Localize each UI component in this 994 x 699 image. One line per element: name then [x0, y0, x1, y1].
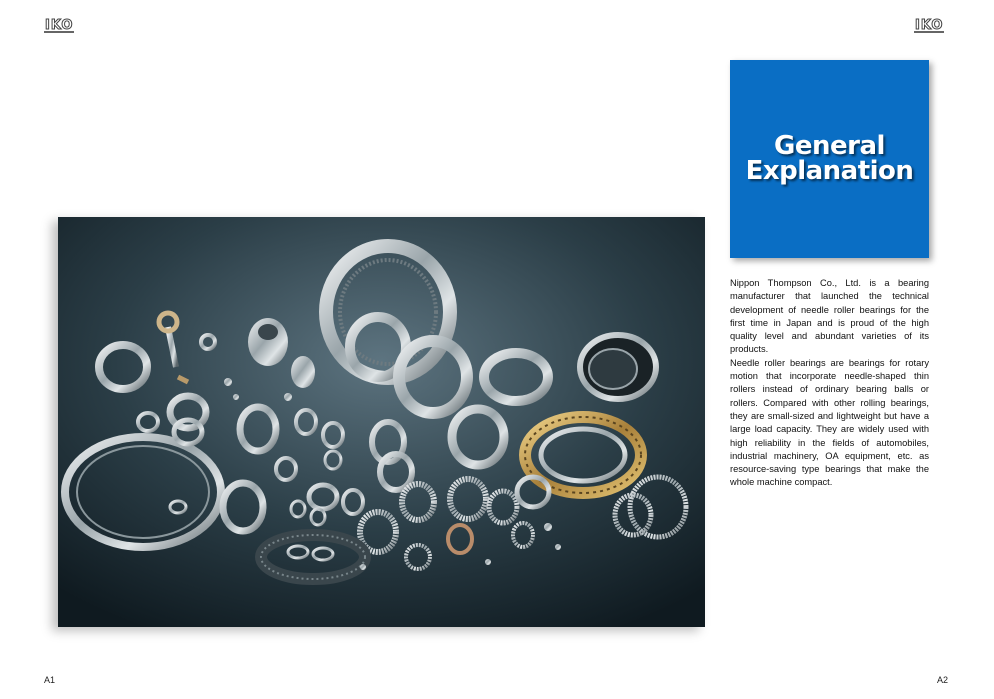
iko-logo-left: IKO	[45, 18, 74, 33]
iko-logo-right: IKO	[915, 18, 944, 33]
section-title-box	[730, 60, 929, 258]
paragraph-needle-bearings: Needle roller bearings are bearings for rotary motion that incorporate needle-shaped thin rollers instead of ordinary bearing balls or rollers. Compared with other rolling bearings, they are small-sized and lightweight but have a large load capacity. They are widely used with high reliability in the fields of automobiles, industrial machinery, OA equipment, etc. as resource-saving type bearings that make the whole machine compact.	[730, 357, 929, 488]
explanation-text	[730, 277, 929, 490]
section-title-line1: General	[774, 131, 885, 161]
paragraph-company: Nippon Thompson Co., Ltd. is a bearing manufacturer that launched the technical development of needle roller bearings for the first time in Japan and is proud of the high quality level and abundant varieties of its products.	[730, 278, 929, 355]
page-number-right: A2	[937, 675, 949, 685]
section-title-line2: Explanation	[745, 156, 914, 186]
bearings-photo	[58, 217, 705, 627]
page-number-left: A1	[44, 675, 56, 685]
